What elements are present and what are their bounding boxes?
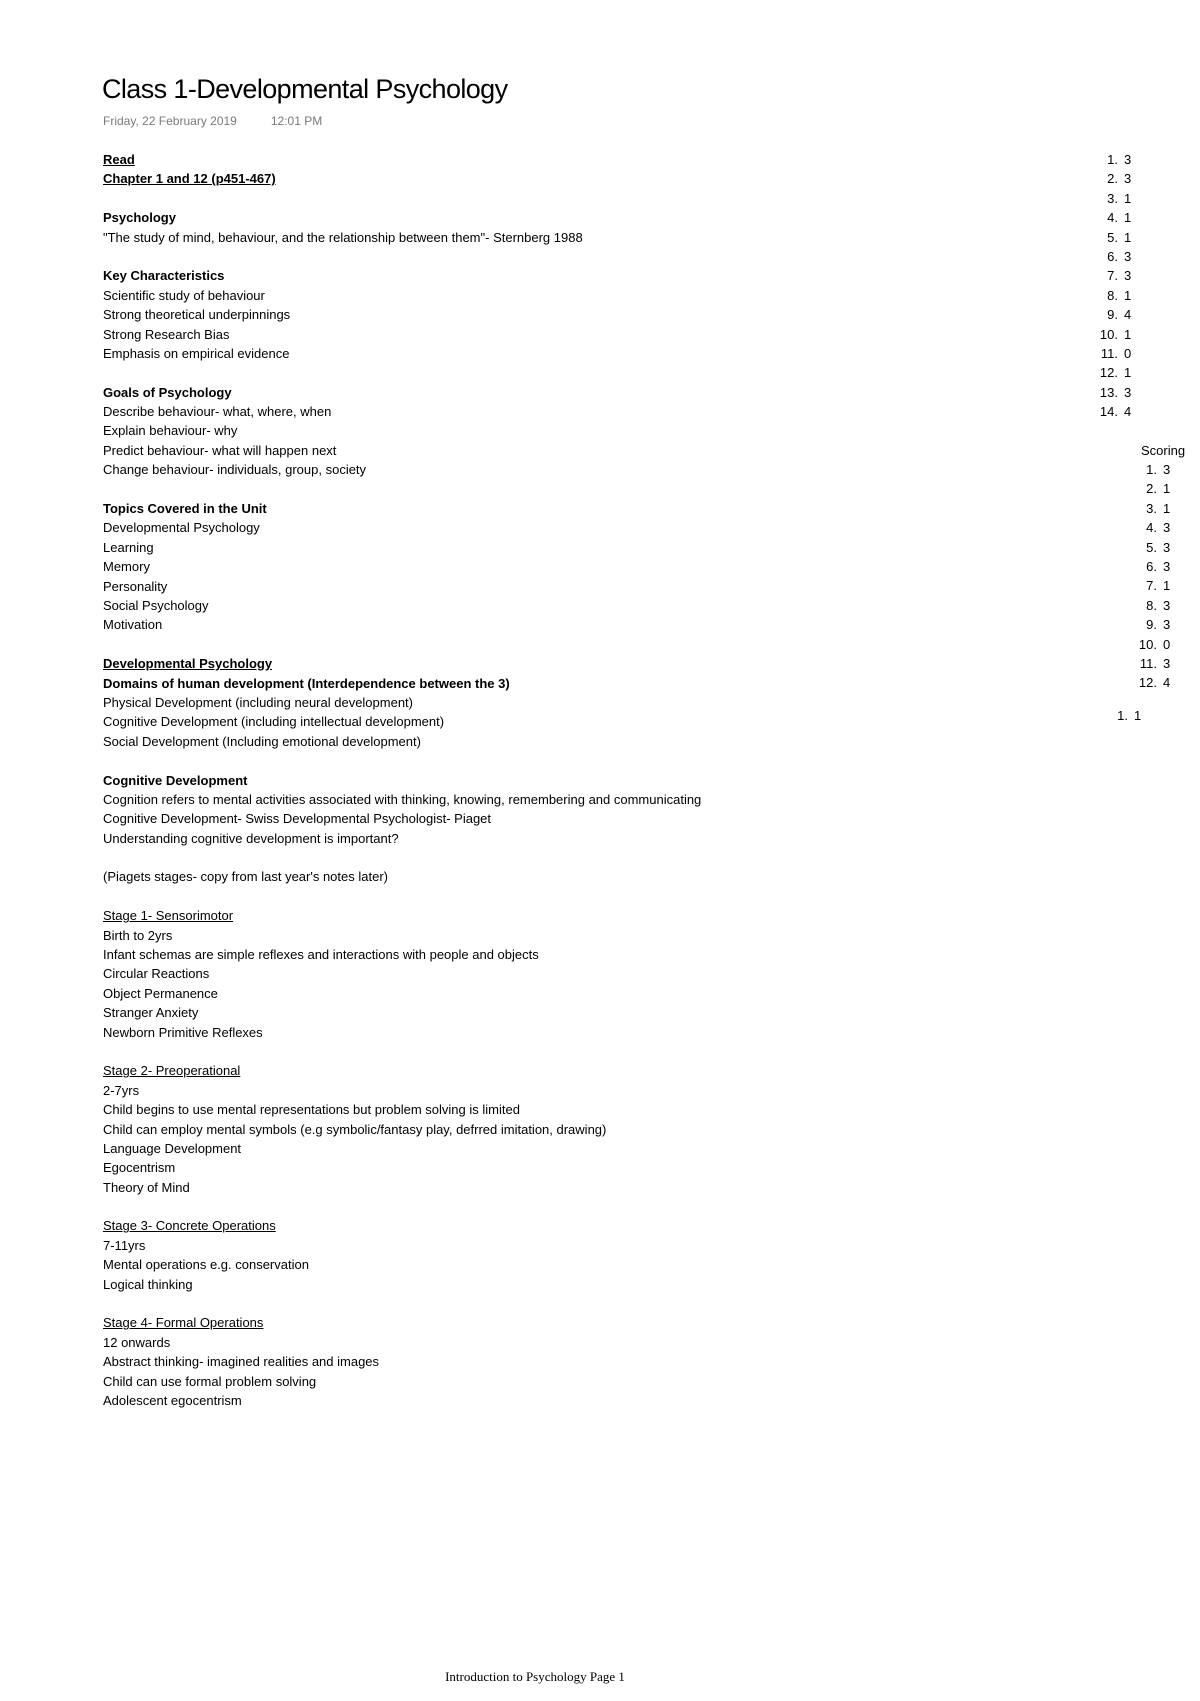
notes-body (103, 150, 923, 1410)
note-line: Chapter 1 and 12 (p451-467) (103, 171, 276, 187)
note-line: Circular Reactions (103, 966, 210, 982)
note-line: Explain behaviour- why (103, 423, 238, 439)
note-line: Cognitive Development (including intellectual development) (103, 714, 445, 730)
list-item-value: 1 (1124, 287, 1132, 303)
note-line: "The study of mind, behaviour, and the relationship between them"- Sternberg 1988 (103, 229, 583, 245)
list-item-value: 3 (1163, 462, 1171, 477)
list-item-value: 3 (1163, 617, 1171, 633)
list-item (1076, 150, 1138, 169)
list-item-number: 4. (1107, 210, 1118, 226)
note-line: Stage 1- Sensorimotor (103, 908, 234, 924)
list-item-value: 1 (1124, 229, 1132, 245)
list-item (1129, 538, 1177, 557)
note-line: Stranger Anxiety (103, 1005, 199, 1021)
note-line: Physical Development (including neural development) (103, 694, 414, 710)
list-item-value: 3 (1124, 152, 1132, 167)
list-item-number: 8. (1107, 287, 1118, 303)
list-item-value: 1 (1134, 708, 1142, 723)
list-item-number: 2. (1146, 481, 1157, 497)
note-line: Stage 2- Preoperational (103, 1063, 241, 1079)
note-line: Birth to 2yrs (103, 927, 173, 943)
list-item-number: 9. (1146, 617, 1157, 633)
list-item-value: 0 (1124, 346, 1132, 362)
list-item (1076, 286, 1138, 305)
list-item-number: 3. (1146, 500, 1157, 516)
list-item-value: 1 (1124, 210, 1132, 226)
note-line: Infant schemas are simple reflexes and interactions with people and objects (103, 947, 539, 963)
list-item-value: 1 (1124, 365, 1132, 381)
list-item (1076, 402, 1138, 421)
page-footer: Introduction to Psychology Page 1 (445, 1669, 625, 1684)
note-line: Emphasis on empirical evidence (103, 345, 290, 361)
note-line: Cognition refers to mental activities associated with thinking, knowing, remembering and communicating (103, 791, 702, 807)
note-line: Child begins to use mental representations but problem solving is limited (103, 1102, 520, 1118)
note-line: Egocentrism (103, 1160, 176, 1176)
list-item-number: 7. (1107, 268, 1118, 284)
list-item-number: 9. (1107, 307, 1118, 323)
note-line: Scientific study of behaviour (103, 287, 265, 303)
note-blank-line (103, 887, 923, 906)
list-item-value: 3 (1163, 656, 1171, 672)
note-line: Adolescent egocentrism (103, 1393, 242, 1408)
note-line: Language Development (103, 1140, 242, 1156)
list-item-value: 3 (1163, 597, 1171, 613)
list-item-value: 3 (1163, 559, 1171, 575)
list-item-value: 3 (1163, 520, 1171, 536)
list-item (1129, 518, 1177, 537)
note-blank-line (103, 848, 923, 867)
list-item (1076, 383, 1138, 402)
note-line: Motivation (103, 617, 163, 633)
note-line: Newborn Primitive Reflexes (103, 1024, 263, 1040)
list-item (1076, 208, 1138, 227)
note-line: Developmental Psychology (103, 656, 273, 672)
list-item-number: 5. (1146, 539, 1157, 555)
list-item-value: 3 (1124, 268, 1132, 284)
note-line: 12 onwards (103, 1334, 171, 1350)
list-item (1076, 325, 1138, 344)
note-line: Cognitive Development (103, 772, 248, 788)
list-item-number: 1. (1146, 462, 1157, 477)
note-line: Domains of human development (Interdependence between the 3) (103, 675, 510, 691)
note-line: Developmental Psychology (103, 520, 260, 536)
answers-list (1076, 150, 1138, 422)
list-item-number: 12. (1099, 365, 1118, 381)
list-item-number: 2. (1107, 171, 1118, 187)
list-item-number: 6. (1107, 249, 1118, 265)
list-item (1076, 189, 1138, 208)
note-line: Strong Research Bias (103, 326, 230, 342)
list-item-number: 4. (1146, 520, 1157, 536)
list-item (1076, 247, 1138, 266)
note-line: Goals of Psychology (103, 384, 232, 400)
note-line: Key Characteristics (103, 268, 225, 284)
list-item (1129, 615, 1177, 634)
list-item-value: 4 (1124, 404, 1132, 420)
note-blank-line (103, 1197, 923, 1216)
list-item-value: 0 (1163, 636, 1171, 652)
note-line: Object Permanence (103, 985, 218, 1001)
note-line: Personality (103, 578, 168, 594)
scoring-label: Scoring (1141, 443, 1186, 458)
list-item-number: 7. (1146, 578, 1157, 594)
list-item-number: 1. (1117, 708, 1128, 723)
note-line: 7-11yrs (103, 1237, 146, 1253)
list-item-value: 1 (1163, 481, 1171, 497)
note-blank-line (103, 480, 923, 499)
note-line: Social Development (Including emotional development) (103, 733, 421, 749)
list-item (1129, 460, 1177, 479)
list-item (1129, 479, 1177, 498)
note-blank-line (103, 1294, 923, 1313)
note-line: Stage 3- Concrete Operations (103, 1218, 276, 1234)
note-line: Cognitive Development- Swiss Developmental Psychologist- Piaget (103, 811, 492, 827)
list-item-number: 11. (1100, 346, 1118, 362)
list-item-number: 8. (1146, 597, 1157, 613)
list-item-number: 10. (1138, 636, 1157, 652)
note-line: Memory (103, 559, 150, 575)
list-item-number: 14. (1099, 404, 1118, 420)
note-line: Change behaviour- individuals, group, society (103, 462, 367, 478)
note-line: Topics Covered in the Unit (103, 501, 267, 517)
note-line: Child can employ mental symbols (e.g symbolic/fantasy play, defrred imitation, drawing) (103, 1121, 607, 1137)
scoring-list (1129, 460, 1177, 693)
page-time: 12:01 PM (270, 114, 323, 128)
note-blank-line (103, 363, 923, 382)
list-item (1129, 654, 1177, 673)
list-item-value: 1 (1163, 500, 1171, 516)
list-item (1129, 499, 1177, 518)
list-item-value: 4 (1163, 675, 1171, 691)
list-item (1076, 344, 1138, 363)
list-item-value: 3 (1124, 249, 1132, 265)
page-timestamp (103, 114, 322, 128)
note-line: Mental operations e.g. conservation (103, 1257, 309, 1273)
note-line: Stage 4- Formal Operations (103, 1315, 264, 1331)
note-line: (Piagets stages- copy from last year's notes later) (103, 869, 388, 885)
note-line: Strong theoretical underpinnings (103, 307, 291, 323)
note-line: Psychology (103, 210, 176, 226)
note-line: 2-7yrs (103, 1082, 140, 1098)
list-item-number: 12. (1138, 675, 1157, 691)
list-item (1076, 228, 1138, 247)
list-item (1129, 673, 1177, 692)
list-item-value: 1 (1124, 326, 1132, 342)
list-item (1129, 596, 1177, 615)
note-line: Theory of Mind (103, 1179, 190, 1195)
note-blank-line (103, 751, 923, 770)
note-blank-line (103, 635, 923, 654)
list-item (1076, 363, 1138, 382)
note-blank-line (103, 1042, 923, 1061)
list-item-number: 10. (1099, 326, 1118, 342)
list-item-number: 1. (1107, 152, 1118, 167)
note-blank-line (103, 189, 923, 208)
list-item-value: 4 (1124, 307, 1132, 323)
list-item-number: 3. (1107, 190, 1118, 206)
list-item-value: 3 (1124, 384, 1132, 400)
list-item (1076, 305, 1138, 324)
list-item-value: 3 (1163, 539, 1171, 555)
extra-list-item (1112, 706, 1148, 725)
list-item (1076, 169, 1138, 188)
note-blank-line (103, 247, 923, 266)
list-item-number: 5. (1107, 229, 1118, 245)
list-item-value: 3 (1124, 171, 1132, 187)
list-item (1129, 635, 1177, 654)
list-item (1129, 576, 1177, 595)
page-date: Friday, 22 February 2019 (103, 114, 237, 128)
list-item (1129, 557, 1177, 576)
note-line: Describe behaviour- what, where, when (103, 404, 332, 420)
note-line: Learning (103, 539, 154, 555)
list-item-number: 6. (1146, 559, 1157, 575)
list-item-number: 11. (1139, 656, 1157, 672)
note-line: Child can use formal problem solving (103, 1373, 317, 1389)
list-item-value: 1 (1124, 190, 1132, 206)
list-item-value: 1 (1163, 578, 1171, 594)
page-title: Class 1-Developmental Psychology (102, 74, 508, 104)
note-line: Social Psychology (103, 597, 209, 613)
note-line: Logical thinking (103, 1276, 193, 1292)
note-line: Abstract thinking- imagined realities and images (103, 1354, 380, 1370)
note-line: Predict behaviour- what will happen next (103, 442, 337, 458)
note-line: Read (103, 152, 135, 167)
list-item (1076, 266, 1138, 285)
note-line: Understanding cognitive development is important? (103, 830, 399, 846)
list-item-number: 13. (1099, 384, 1118, 400)
